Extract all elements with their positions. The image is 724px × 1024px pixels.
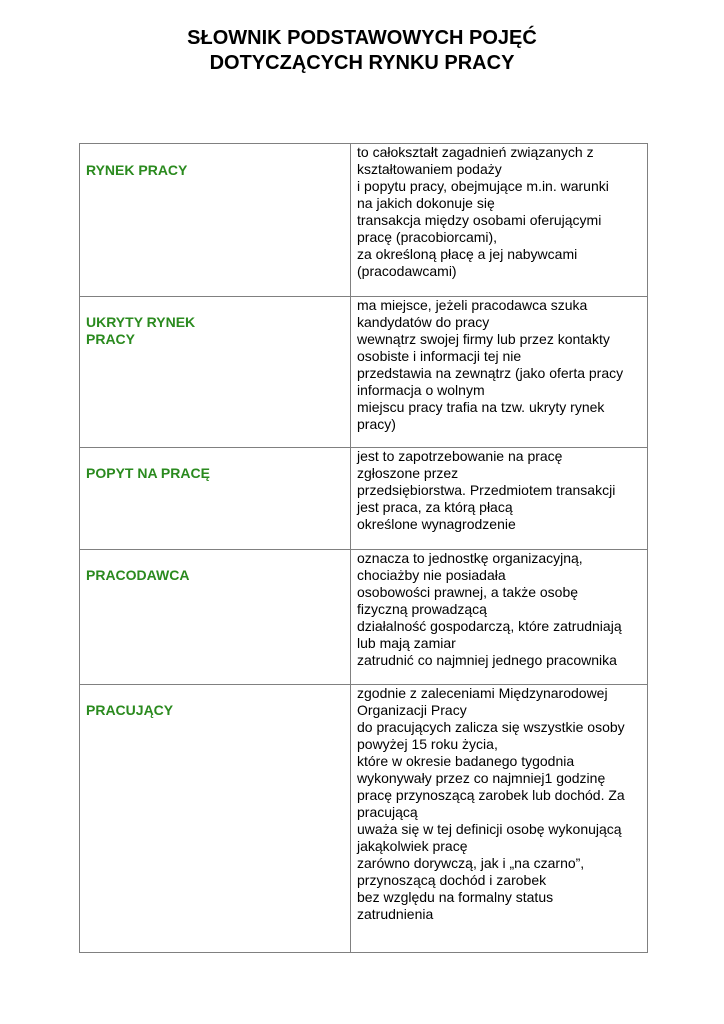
definition-line: zgodnie z zaleceniami Międzynarodowej [357, 685, 608, 701]
definition-line: zgłoszone przez [357, 465, 459, 481]
definition-text [351, 685, 647, 923]
glossary-row [80, 144, 648, 297]
definition-line: określone wynagrodzenie [357, 516, 516, 532]
definition-line: które w okresie badanego tygodnia [357, 753, 575, 769]
definition-line: działalność gospodarczą, które zatrudniają [357, 618, 622, 634]
definition-line: jest praca, za którą płacą [357, 499, 513, 515]
definition-cell [351, 297, 648, 448]
definition-text [351, 297, 647, 433]
term-label: UKRYTY RYNEK PRACY [86, 314, 196, 347]
definition-line: pracę przynoszącą zarobek lub dochód. Za [357, 787, 625, 803]
glossary-table [79, 143, 648, 953]
definition-line: to całokształt zagadnień związanych z [357, 144, 594, 160]
definition-text [351, 550, 647, 669]
glossary-row [80, 685, 648, 953]
definition-line: pracę (pracobiorcami), [357, 229, 498, 245]
definition-line: przedstawia na zewnątrz (jako oferta pracy [357, 365, 624, 381]
definition-cell [351, 685, 648, 953]
definition-line: zatrudnić co najmniej jednego pracownika [357, 652, 617, 668]
definition-line: pracy) [357, 416, 396, 432]
definition-text [351, 448, 647, 533]
definition-line: bez względu na formalny status [357, 889, 554, 905]
definition-line: pracującą [357, 804, 418, 820]
term-label: PRACUJĄCY [86, 702, 174, 718]
definition-line: chociażby nie posiadała [357, 567, 506, 583]
definition-line: jakąkolwiek pracę [357, 838, 468, 854]
glossary-table-body [80, 144, 648, 953]
definition-line: informacja o wolnym [357, 382, 485, 398]
term-cell [80, 685, 351, 953]
term-cell [80, 550, 351, 685]
definition-line: miejscu pracy trafia na tzw. ukryty rynek [357, 399, 605, 415]
page-title-line-2: DOTYCZĄCYCH RYNKU PRACY [209, 52, 515, 74]
definition-line: na jakich dokonuje się [357, 195, 495, 211]
page-title [0, 26, 724, 76]
glossary-row [80, 550, 648, 685]
definition-line: za określoną płacę a jej nabywcami [357, 246, 578, 262]
definition-line: osobowości prawnej, a także osobę [357, 584, 579, 600]
definition-line: wewnątrz swojej firmy lub przez kontakty [357, 331, 610, 347]
definition-line: do pracujących zalicza się wszystkie osoby [357, 719, 625, 735]
glossary-row [80, 297, 648, 448]
definition-line: kandydatów do pracy [357, 314, 490, 330]
definition-line: ma miejsce, jeżeli pracodawca szuka [357, 297, 588, 313]
definition-line: zarówno dorywczą, jak i „na czarno”, [357, 855, 585, 871]
term-cell [80, 144, 351, 297]
term-label: RYNEK PRACY [86, 162, 188, 178]
definition-line: przedsiębiorstwa. Przedmiotem transakcji [357, 482, 616, 498]
definition-line: zatrudnienia [357, 906, 434, 922]
definition-line: jest to zapotrzebowanie na pracę [357, 448, 563, 464]
definition-line: wykonywały przez co najmniej1 godzinę [357, 770, 606, 786]
definition-line: osobiste i informacji tej nie [357, 348, 522, 364]
page-title-line-1: SŁOWNIK PODSTAWOWYCH POJĘĆ [187, 27, 537, 49]
definition-line: oznacza to jednostkę organizacyjną, [357, 550, 583, 566]
definition-cell [351, 144, 648, 297]
term-label: POPYT NA PRACĘ [86, 465, 210, 481]
definition-line: lub mają zamiar [357, 635, 456, 651]
definition-line: i popytu pracy, obejmujące m.in. warunki [357, 178, 609, 194]
definition-line: uważa się w tej definicji osobę wykonującą [357, 821, 622, 837]
definition-line: kształtowaniem podaży [357, 161, 502, 177]
definition-line: transakcja między osobami oferującymi [357, 212, 602, 228]
term-label: PRACODAWCA [86, 567, 190, 583]
definition-line: powyżej 15 roku życia, [357, 736, 498, 752]
definition-cell [351, 448, 648, 550]
definition-cell [351, 550, 648, 685]
definition-line: (pracodawcami) [357, 263, 457, 279]
definition-line: Organizacji Pracy [357, 702, 467, 718]
term-cell [80, 297, 351, 448]
definition-line: fizyczną prowadzącą [357, 601, 487, 617]
term-cell [80, 448, 351, 550]
definition-text [351, 144, 647, 280]
glossary-row [80, 448, 648, 550]
definition-line: przynoszącą dochód i zarobek [357, 872, 547, 888]
